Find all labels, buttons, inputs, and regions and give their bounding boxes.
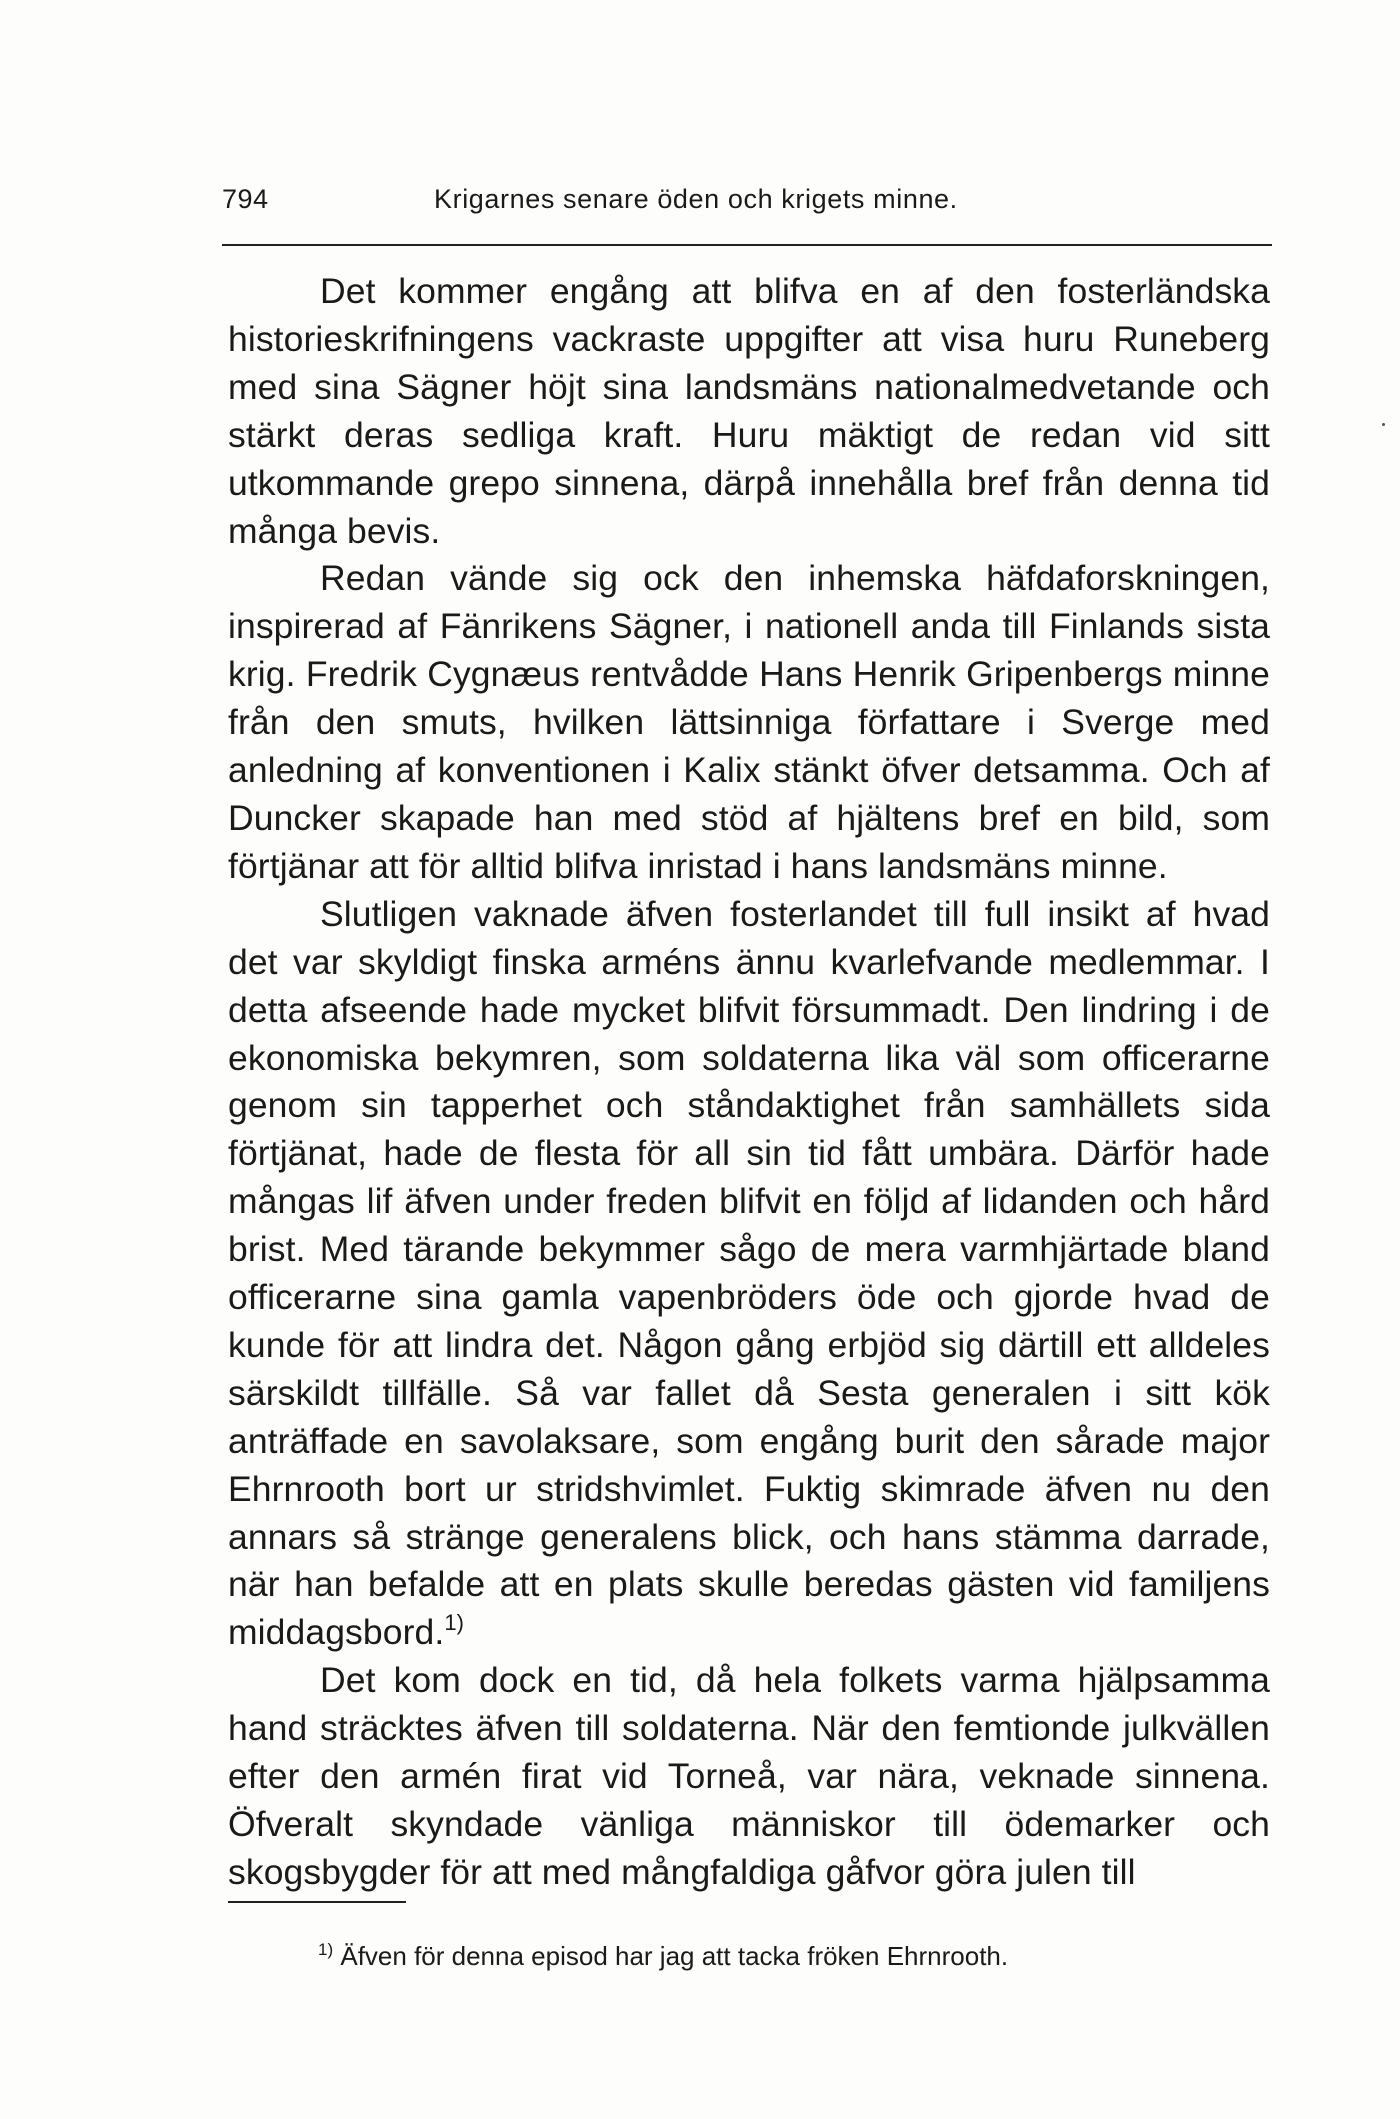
paragraph-2: [228, 555, 1270, 890]
paragraph-3: [228, 891, 1270, 1658]
footnote: [318, 1939, 1008, 1973]
running-title: Krigarnes senare öden och krigets minne.: [434, 184, 958, 214]
footnote-reference: 1): [444, 1610, 465, 1636]
paragraph-4-text: Det kom dock en tid, då hela folkets varma hjälpsamma hand sträcktes äfven till soldaterna. När den femtionde julkvällen efter den armén firat vid Torneå, var nära, veknade sinnena. Öfveralt skyndade vänliga människor till ödemarker och skogsbygder för att med mångfaldiga gåfvor göra julen till: [228, 1660, 1270, 1892]
header-rule: [222, 244, 1272, 246]
body-text: [228, 268, 1270, 1897]
paragraph-3-text: Slutligen vaknade äfven fosterlandet till full insikt af hvad det var skyldigt finska arméns ännu kvarlefvande medlemmar. I detta afseende hade mycket blifvit försummadt. Den lindring i de ekonomiska bekymren, som soldaterna lika väl som officerarne genom sin tapperhet och ståndaktighet från samhällets sida förtjänat, hade de flesta för all sin tid fått umbära. Därför hade mångas lif äfven under freden blifvit en följd af lidanden och hård brist. Med tärande bekymmer sågo de mera varmhjärtade bland officerarne sina gamla vapenbröders öde och gjorde hvad de kunde för att lindra det. Någon gång erbjöd sig därtill ett alldeles särskildt tillfälle. Så var fallet då Sesta generalen i sitt kök anträffade en savolaksare, som engång burit den sårade major Ehrnrooth bort ur stridshvimlet. Fuktig skimrade äfven nu den annars så stränge generalens blick, och hans stämma darrade, när han befalde att en plats skulle beredas gästen vid familjens middagsbord.: [228, 893, 1270, 1653]
footnote-rule: [228, 1901, 406, 1903]
footnote-mark: 1): [318, 1940, 334, 1959]
paragraph-1: [228, 268, 1270, 555]
scan-speck: [1382, 423, 1385, 426]
page-number: 794: [222, 184, 269, 214]
page-header: [222, 184, 1272, 224]
paragraph-2-text: Redan vände sig ock den inhemska häfdaforskningen, inspirerad af Fänrikens Sägner, i nationell anda till Finlands sista krig. Fredrik Cygnæus rentvådde Hans Henrik Gripenbergs minne från den smuts, hvilken lättsinniga författare i Sverge med anledning af konventionen i Kalix stänkt öfver detsamma. Och af Duncker skapade han med stöd af hjältens bref en bild, som förtjänar att för alltid blifva inristad i hans landsmäns minne.: [228, 558, 1270, 886]
footnote-text: Äfven för denna episod har jag att tacka fröken Ehrnrooth.: [340, 1941, 1009, 1971]
paragraph-1-text: Det kommer engång att blifva en af den fosterländska historieskrifningens vackraste uppgifter att visa huru Runeberg med sina Sägner höjt sina landsmäns nationalmedvetande och stärkt deras sedliga kraft. Huru mäktigt de redan vid sitt utkommande grepo sinnena, därpå innehålla bref från denna tid många bevis.: [228, 271, 1270, 551]
paragraph-4: [228, 1657, 1270, 1897]
